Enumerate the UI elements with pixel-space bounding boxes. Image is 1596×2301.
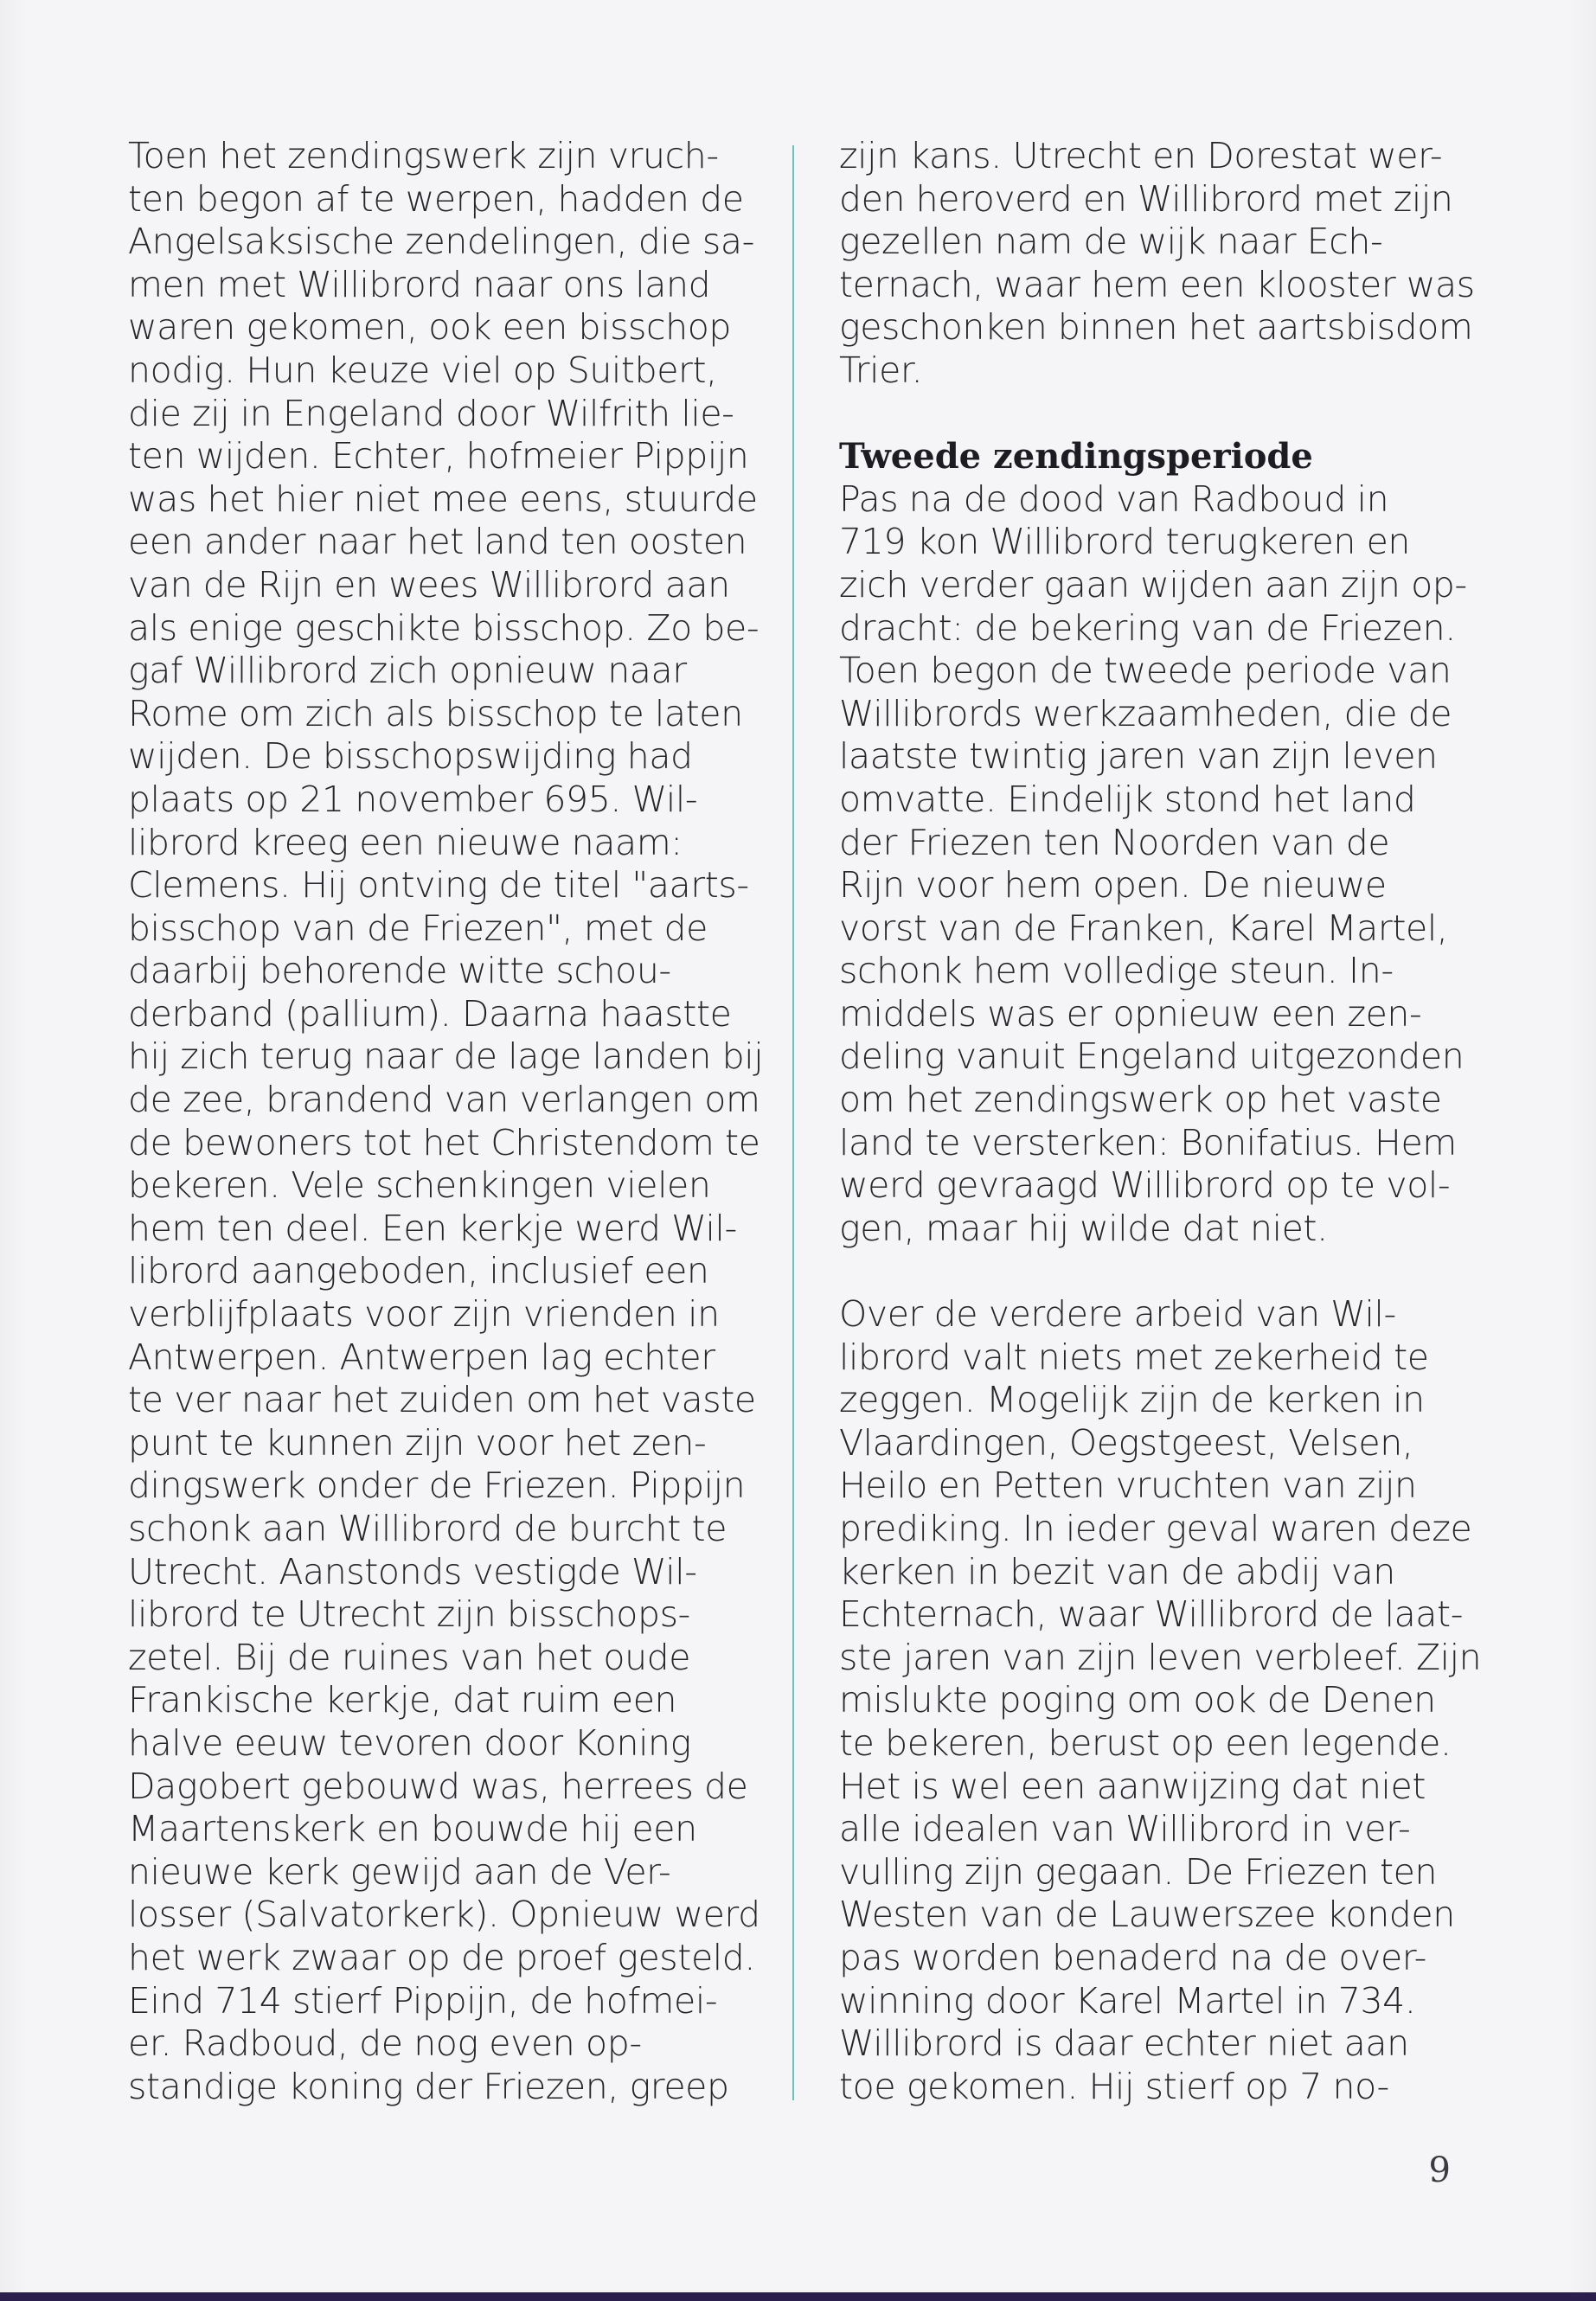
- text-line: mislukte poging om ook de Denen: [839, 1679, 1436, 1721]
- paragraph-gap: [839, 393, 1475, 436]
- text-line: men met Willibrord naar ons land: [128, 263, 711, 305]
- text-line: als enige geschikte bisschop. Zo be-: [128, 606, 760, 649]
- bottom-edge-bar: [0, 2292, 1596, 2301]
- text-line: verblijfplaats voor zijn vrienden in: [128, 1293, 720, 1336]
- text-line: werd gevraagd Willibrord op te vol-: [839, 1164, 1451, 1207]
- text-line: punt te kunnen zijn voor het zen-: [128, 1421, 707, 1464]
- text-line: standige koning der Friezen, greep: [128, 2065, 729, 2107]
- text-line: pas worden benaderd na de over-: [839, 1936, 1426, 1978]
- text-line: der Friezen ten Noorden van de: [839, 821, 1390, 863]
- text-line: te bekeren, berust op een legende.: [839, 1721, 1452, 1764]
- text-line: Trier.: [839, 349, 923, 391]
- text-line: hem ten deel. Een kerkje werd Wil-: [128, 1207, 737, 1249]
- text-line: ternach, waar hem een klooster was: [839, 263, 1475, 305]
- text-line: Rome om zich als bisschop te laten: [128, 692, 743, 734]
- text-line: Toen begon de tweede periode van: [839, 650, 1452, 692]
- text-line: gezellen nam de wijk naar Ech-: [839, 221, 1383, 263]
- text-line: den heroverd en Willibrord met zijn: [839, 177, 1453, 220]
- text-line: Clemens. Hij ontving de titel "aarts-: [128, 864, 749, 907]
- text-line: zetel. Bij de ruines van het oude: [128, 1636, 691, 1678]
- text-line: Dagobert gebouwd was, herrees de: [128, 1765, 748, 1807]
- paragraph-1: [839, 135, 1475, 393]
- text-line: Pas na de dood van Radboud in: [839, 478, 1389, 520]
- text-line: schonk aan Willibrord de burcht te: [128, 1508, 727, 1549]
- right-column: [839, 135, 1482, 2108]
- text-line: land te versterken: Bonifatius. Hem: [839, 1121, 1457, 1163]
- text-line: er. Radboud, de nog even op-: [128, 2022, 642, 2065]
- text-line: librord te Utrecht zijn bisschops-: [128, 1593, 690, 1636]
- text-line: winning door Karel Martel in 734.: [839, 1979, 1416, 2022]
- text-line: Willibrords werkzaamheden, die de: [839, 692, 1452, 734]
- text-line: Willibrord is daar echter niet aan: [839, 2022, 1409, 2065]
- text-line: omvatte. Eindelijk stond het land: [839, 778, 1416, 820]
- text-line: alle idealen van Willibrord in ver-: [839, 1808, 1411, 1850]
- text-line: dracht: de bekering van de Friezen.: [839, 606, 1456, 649]
- text-line: schonk hem volledige steun. In-: [839, 950, 1394, 992]
- text-line: van de Rijn en wees Willibrord aan: [128, 563, 730, 606]
- text-line: laatste twintig jaren van zijn leven: [839, 735, 1438, 778]
- text-line: librord aangeboden, inclusief een: [128, 1250, 709, 1292]
- text-line: halve eeuw tevoren door Koning: [128, 1721, 691, 1764]
- text-line: Heilo en Petten vruchten van zijn: [839, 1465, 1417, 1507]
- text-line: nieuwe kerk gewijd aan de Ver-: [128, 1850, 671, 1893]
- text-line: zijn kans. Utrecht en Dorestat wer-: [839, 135, 1443, 176]
- text-line: zich verder gaan wijden aan zijn op-: [839, 563, 1467, 606]
- text-line: librord valt niets met zekerheid te: [839, 1336, 1429, 1378]
- text-line: losser (Salvatorkerk). Opnieuw werd: [128, 1894, 760, 1936]
- text-line: plaats op 21 november 695. Wil-: [128, 778, 698, 820]
- text-line: zeggen. Mogelijk zijn de kerken in: [839, 1379, 1425, 1421]
- text-line: om het zendingswerk op het vaste: [839, 1079, 1442, 1121]
- text-line: Over de verdere arbeid van Wil-: [839, 1293, 1396, 1336]
- text-line: gen, maar hij wilde dat niet.: [839, 1207, 1328, 1249]
- text-line: waren gekomen, ook een bisschop: [128, 306, 732, 349]
- text-line: te ver naar het zuiden om het vaste: [128, 1379, 756, 1421]
- text-line: gaf Willibrord zich opnieuw naar: [128, 650, 687, 692]
- text-line: Het is wel een aanwijzing dat niet: [839, 1765, 1426, 1807]
- text-line: dingswerk onder de Friezen. Pippijn: [128, 1465, 746, 1507]
- text-line: daarbij behorende witte schou-: [128, 950, 671, 992]
- text-line: Westen van de Lauwerszee konden: [839, 1894, 1455, 1936]
- column-divider: [792, 145, 794, 2100]
- text-line: deling vanuit Engeland uitgezonden: [839, 1035, 1465, 1078]
- text-line: Vlaardingen, Oegstgeest, Velsen,: [839, 1421, 1413, 1464]
- text-line: die zij in Engeland door Wilfrith lie-: [128, 392, 734, 434]
- text-line: prediking. In ieder geval waren deze: [839, 1508, 1472, 1549]
- text-line: bekeren. Vele schenkingen vielen: [128, 1164, 711, 1207]
- text-line: hij zich terug naar de lage landen bij: [128, 1035, 764, 1078]
- text-line: toe gekomen. Hij stierf op 7 no-: [839, 2065, 1389, 2107]
- text-line: ten begon af te werpen, hadden de: [128, 177, 744, 220]
- text-line: Eind 714 stierf Pippijn, de hofmei-: [128, 1979, 718, 2022]
- text-line: kerken in bezit van de abdij van: [839, 1550, 1395, 1593]
- text-line: Toen het zendingswerk zijn vruch-: [128, 135, 719, 176]
- text-line: ten wijden. Echter, hofmeier Pippijn: [128, 435, 749, 478]
- text-line: Utrecht. Aanstonds vestigde Wil-: [128, 1550, 697, 1593]
- text-line: een ander naar het land ten oosten: [128, 521, 747, 563]
- text-line: librord kreeg een nieuwe naam:: [128, 821, 683, 863]
- left-column: [128, 135, 768, 2108]
- text-line: Maartenskerk en bouwde hij een: [128, 1808, 697, 1850]
- section-heading: Tweede zendingsperiode: [839, 436, 1313, 478]
- text-line: Frankische kerkje, dat ruim een: [128, 1679, 677, 1721]
- text-line: derband (pallium). Daarna haastte: [128, 992, 732, 1035]
- text-line: vulling zijn gegaan. De Friezen ten: [839, 1850, 1438, 1893]
- text-line: Antwerpen. Antwerpen lag echter: [128, 1336, 715, 1378]
- text-line: Echternach, waar Willibrord de laat-: [839, 1593, 1464, 1636]
- paragraph-2: [839, 478, 1475, 1251]
- text-line: geschonken binnen het aartsbisdom: [839, 306, 1473, 349]
- text-line: de zee, brandend van verlangen om: [128, 1079, 760, 1121]
- text-line: 719 kon Willibrord terugkeren en: [839, 521, 1410, 563]
- text-line: middels was er opnieuw een zen-: [839, 992, 1422, 1035]
- text-line: vorst van de Franken, Karel Martel,: [839, 907, 1448, 949]
- text-line: het werk zwaar op de proef gesteld.: [128, 1936, 756, 1978]
- text-line: ste jaren van zijn leven verbleef. Zijn: [839, 1636, 1482, 1678]
- text-line: Angelsaksische zendelingen, die sa-: [128, 221, 754, 263]
- text-line: was het hier niet mee eens, stuurde: [128, 478, 758, 520]
- text-line: Rijn voor hem open. De nieuwe: [839, 864, 1387, 907]
- page-number: 9: [1428, 2150, 1451, 2190]
- text-line: de bewoners tot het Christendom te: [128, 1121, 760, 1163]
- text-line: bisschop van de Friezen", met de: [128, 907, 708, 949]
- paragraph-gap: [839, 1250, 1475, 1293]
- text-line: nodig. Hun keuze viel op Suitbert,: [128, 349, 717, 391]
- text-line: wijden. De bisschopswijding had: [128, 735, 693, 778]
- paragraph-3: [839, 1293, 1482, 2108]
